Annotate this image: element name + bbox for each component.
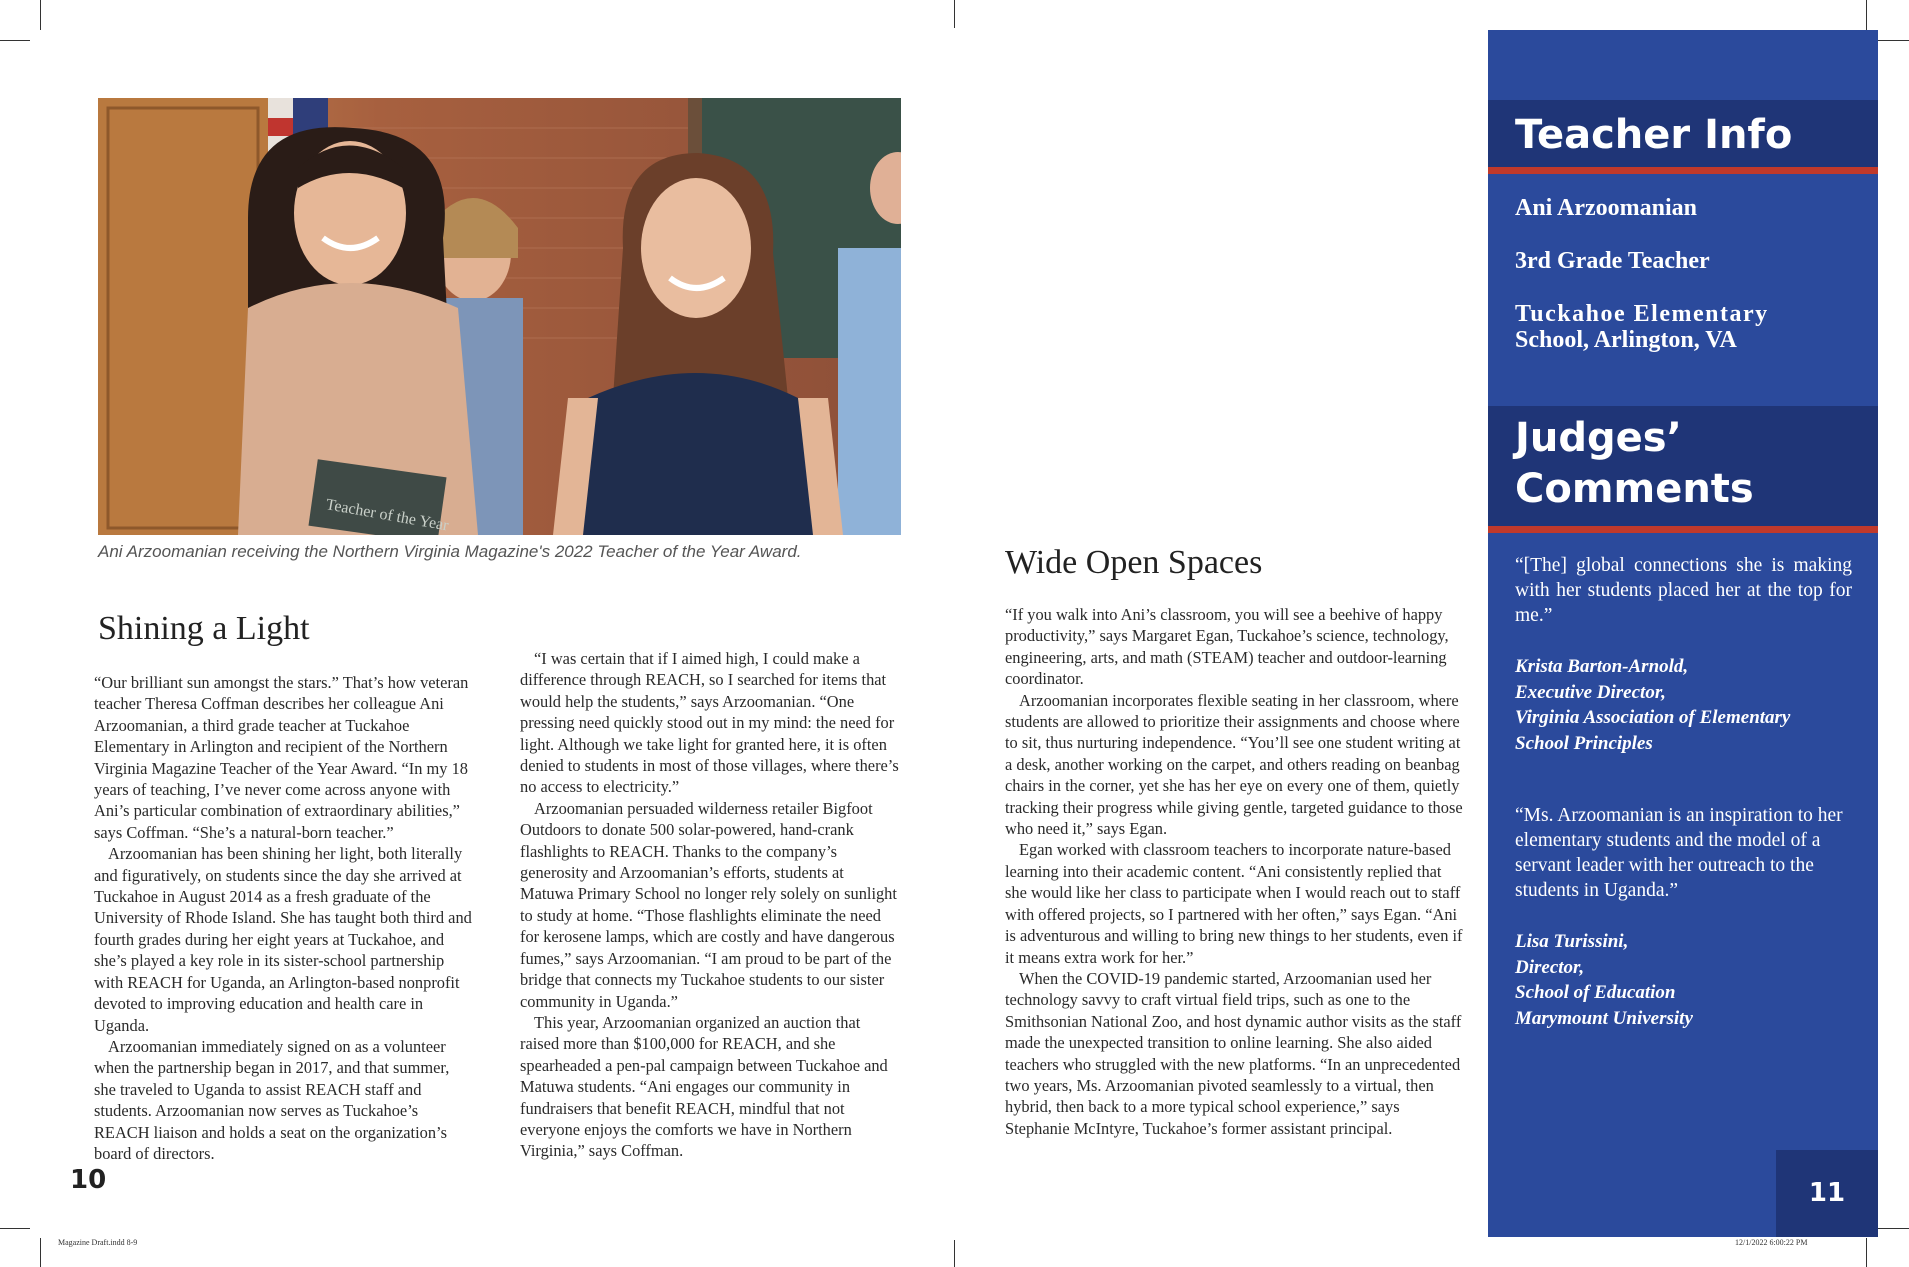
page-number-left: 10 bbox=[70, 1165, 107, 1195]
crop-mark bbox=[954, 0, 955, 28]
article-column-3 bbox=[1005, 604, 1465, 1139]
article-heading-wide-open-spaces: Wide Open Spaces bbox=[1005, 544, 1263, 581]
crop-mark bbox=[40, 1238, 41, 1267]
article-column-1 bbox=[94, 672, 474, 1164]
page-number-right: 11 bbox=[1776, 1150, 1878, 1237]
divider-red bbox=[1488, 167, 1878, 174]
paragraph: “If you walk into Ani’s classroom, you will see a beehive of happy productivity,” says Margaret Egan, Tuckahoe’s science, technology, engineering, arts, and math (STEAM) teacher and outdoor-learning coordinator. bbox=[1005, 605, 1449, 689]
slug-right: 12/1/2022 6:00:22 PM bbox=[1735, 1238, 1808, 1247]
crop-mark bbox=[1878, 1228, 1909, 1229]
paragraph: Arzoomanian has been shining her light, both literally and figuratively, on students since the day she arrived at Tuckahoe in August 2014 as a fresh graduate of the University of Rhode Island. She has taught both third and fourth grades during her eight years at Tuckahoe, and she’s played a key role in its sister-school partnership with REACH for Uganda, an Arlington-based nonprofit devoted to improving education and health care in Uganda. bbox=[94, 844, 472, 1035]
judge-quote-1: “[The] global connections she is making with her students placed her at the top for me.” bbox=[1515, 555, 1852, 626]
paragraph: “I was certain that if I aimed high, I could make a difference through REACH, so I searched for items that would help the students,” says Arzoomanian. “One pressing need quickly stood out in my mind: the need for light. Although we take light for granted here, it is often denied to students in most of those villages, where there’s no access to electricity.” bbox=[520, 649, 899, 797]
crop-mark bbox=[0, 40, 30, 41]
paragraph: When the COVID-19 pandemic started, Arzoomanian used her technology savvy to craft virtual field trips, such as one to the Smithsonian National Zoo, and host dynamic author visits as the staff made the unexpected transition to online learning. She also aided teachers who struggled with the new platforms. “In an unprecedented two years, Ms. Arzoomanian pivoted seamlessly to a virtual, then hybrid, then back to a more typical school experience,” says Stephanie McIntyre, Tuckahoe’s former assistant principal. bbox=[1005, 968, 1462, 1138]
teacher-school-line-2: School, Arlington, VA bbox=[1515, 327, 1737, 353]
judge-line: Lisa Turissini, bbox=[1515, 931, 1629, 952]
judges-title-line-2: Comments bbox=[1515, 466, 1754, 512]
crop-mark bbox=[954, 1240, 955, 1267]
teacher-role: 3rd Grade Teacher bbox=[1515, 248, 1710, 274]
judge-line: Marymount University bbox=[1515, 1007, 1693, 1029]
award-plaque-text: Teacher of the Year bbox=[324, 496, 450, 535]
judge-line: Virginia Association of Elementary bbox=[1515, 707, 1791, 728]
crop-mark bbox=[1866, 0, 1867, 30]
paragraph: Egan worked with classroom teachers to incorporate nature-based learning into their academic content. “Ani consistently replied that she would like her class to participate when I would reach out to staff with offered projects, so I partnered with her often,” says Egan. “Ani is adventurous and willing to bring new things to her students, even if it means extra work for her.” bbox=[1005, 840, 1463, 967]
divider-red bbox=[1488, 526, 1878, 533]
judges-title-line-1: Judges’ bbox=[1515, 415, 1682, 461]
teacher-info-title: Teacher Info bbox=[1515, 112, 1793, 158]
slug-left: Magazine Draft.indd 8-9 bbox=[58, 1238, 138, 1247]
paragraph: This year, Arzoomanian organized an auction that raised more than $100,000 for REACH, and she spearheaded a pen-pal campaign between Tuckahoe and Matuwa students. “Ani engages our community in fundraisers that benefit REACH, mindful that not everyone enjoys the comforts we have in Northern Virginia,” says Coffman. bbox=[520, 1012, 888, 1161]
article-column-2 bbox=[520, 648, 900, 1162]
crop-mark bbox=[0, 1228, 30, 1229]
judge-line: Krista Barton-Arnold, bbox=[1515, 656, 1689, 677]
judge-attribution-2 bbox=[1515, 929, 1855, 1031]
article-heading-shining-a-light: Shining a Light bbox=[98, 610, 310, 647]
sidebar-panel bbox=[1488, 30, 1878, 1237]
paragraph: “Our brilliant sun amongst the stars.” That’s how veteran teacher Theresa Coffman describes her colleague Ani Arzoomanian, a third grade teacher at Tuckahoe Elementary in Arlington and recipient of the Northern Virginia Magazine Teacher of the Year Award. “In my 18 years of teaching, I’ve never come across anyone with Ani’s particular combination of extraordinary abilities,” says Coffman. “She’s a natural-born teacher.” bbox=[94, 673, 469, 842]
teacher-name: Ani Arzoomanian bbox=[1515, 195, 1698, 221]
judge-quote-2: “Ms. Arzoomanian is an inspiration to her elementary students and the model of a servant leader with her outreach to the students in Uganda.” bbox=[1515, 805, 1843, 901]
photo-caption: Ani Arzoomanian receiving the Northern Virginia Magazine's 2022 Teacher of the Year Award. bbox=[98, 542, 802, 561]
judge-line: Director, bbox=[1515, 956, 1585, 978]
judge-line: Executive Director, bbox=[1515, 681, 1666, 703]
crop-mark bbox=[40, 0, 41, 30]
paragraph: Arzoomanian incorporates flexible seating in her classroom, where students are allowed to prioritize their assignments and choose where to sit, thus nurturing independence. “You’ll see one student writing at a desk, another working on the carpet, and others reading on beanbag chairs in the corner, yet she has her eye on every one of them, quietly tracking their progress while giving gentle, targeted guidance to those who need it,” says Egan. bbox=[1005, 690, 1463, 839]
award-photo bbox=[98, 98, 901, 535]
judge-line: School Principles bbox=[1515, 732, 1653, 754]
judge-attribution-1 bbox=[1515, 654, 1855, 756]
judge-line: School of Education bbox=[1515, 982, 1676, 1003]
paragraph: Arzoomanian immediately signed on as a volunteer when the partnership began in 2017, and that summer, she traveled to Uganda to assist REACH staff and students. Arzoomanian now serves as Tuckahoe’s REACH liaison and holds a seat on the organization’s board of directors. bbox=[94, 1036, 450, 1163]
crop-mark bbox=[1866, 1238, 1867, 1267]
teacher-school-line-1: Tuckahoe Elementary bbox=[1515, 301, 1769, 327]
crop-mark bbox=[1878, 40, 1909, 41]
paragraph: Arzoomanian persuaded wilderness retailer Bigfoot Outdoors to donate 500 solar-powered, hand-crank flashlights to REACH. Thanks to the company’s generosity and Arzoomanian’s efforts, students at Matuwa Primary School no longer rely solely on sunlight to study at home. “Those flashlights eliminate the need for kerosene lamps, which are costly and have dangerous fumes,” says Arzoomanian. “I am proud to be part of the bridge that connects my Tuckahoe students to our sister community in Uganda.” bbox=[520, 798, 897, 1011]
